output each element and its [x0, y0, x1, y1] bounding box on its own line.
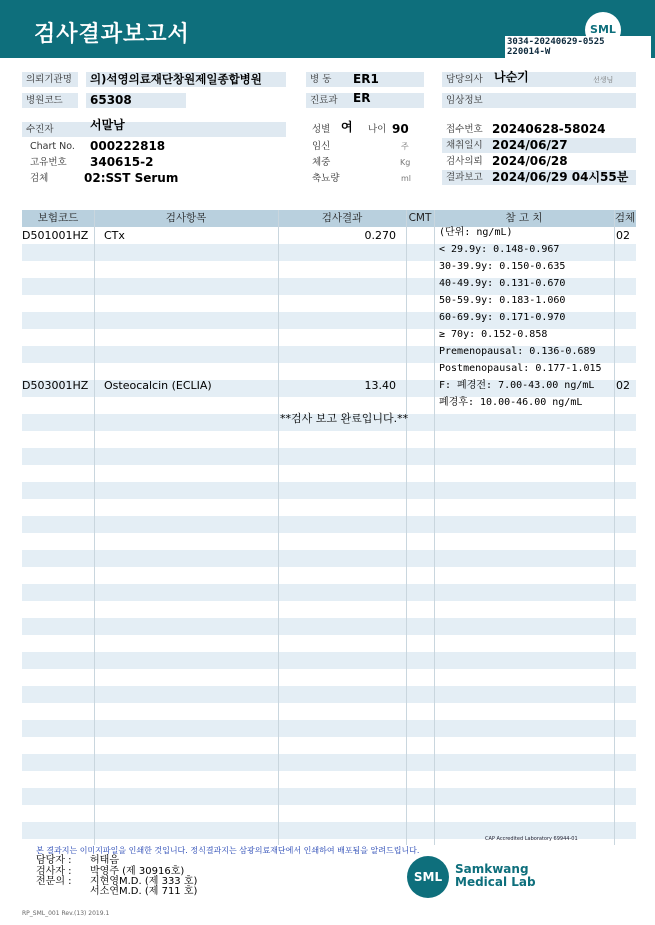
sml-logo-icon: SML	[585, 12, 621, 48]
name-label: 수진자	[22, 122, 286, 137]
id-label: 고유번호	[30, 157, 67, 168]
doctor-label: 담당의사	[442, 72, 636, 87]
signer-role: 전문의 :	[36, 876, 72, 887]
row-specimen: 02	[616, 379, 630, 392]
ward-value: ER1	[353, 72, 379, 86]
collect-value: 2024/06/27	[492, 138, 568, 152]
name-value: 서말남	[90, 118, 125, 132]
id-value: 340615-2	[90, 155, 154, 169]
header-result: 검사결과	[321, 212, 363, 224]
chart-value: 000222818	[90, 139, 166, 153]
institution-label: 의뢰기관명	[22, 72, 78, 87]
signer-name: 허태음	[90, 855, 119, 866]
ref-ctx-line: 40-49.9y: 0.131-0.670	[439, 278, 566, 289]
report-header	[0, 0, 655, 58]
report-value: 2024/06/29 04시55분	[492, 170, 629, 184]
ref-ctx-line: (단위: ng/mL)	[439, 227, 513, 238]
sex-label: 성별	[312, 124, 331, 135]
sex-value: 여	[341, 120, 353, 134]
notice-text: 본 결과지는 이미지파일을 인쇄한 것입니다. 정식결과지는 삼광의료재단에서 인쇄하여 배포됨을 알려드립니다.	[36, 846, 420, 855]
request-label: 검사의뢰	[446, 156, 483, 167]
hospital-code-label: 병원코드	[22, 93, 78, 108]
clinical-label: 임상정보	[442, 93, 636, 108]
ward-label: 병 동	[306, 72, 424, 87]
table-stripe	[22, 652, 636, 669]
report-label: 결과보고	[442, 170, 636, 185]
ref-ctx-line: 50-59.9y: 0.183-1.060	[439, 295, 566, 306]
weight-label: 체중	[312, 157, 331, 168]
row-result: 0.270	[364, 229, 396, 242]
receipt-value: 20240628-58024	[492, 122, 606, 136]
age-label: 나이	[368, 124, 387, 135]
table-stripe	[22, 550, 636, 567]
completion-note: **검사 보고 완료입니다.**	[280, 412, 409, 425]
signer-name: 박영주 (제 30916호)	[90, 866, 185, 877]
row-result: 13.40	[364, 379, 396, 392]
table-stripe	[22, 482, 636, 499]
report-title: 검사결과보고서	[34, 22, 190, 47]
signer-name: 지현영M.D. (제 333 호)	[90, 876, 198, 887]
row-item: CTx	[104, 229, 125, 242]
urine-unit: ml	[401, 174, 412, 183]
doctor-value: 나순기	[494, 70, 529, 84]
ref-ctx-line: 60-69.9y: 0.171-0.970	[439, 312, 566, 323]
request-value: 2024/06/28	[492, 154, 568, 168]
pregnancy-label: 임신	[312, 141, 331, 152]
ref-ctx-line: ≥ 70y: 0.152-0.858	[439, 329, 548, 340]
document-number: 3034-20240629-0525 220014-W	[505, 36, 651, 58]
signer-role: 담당자 :	[36, 855, 72, 866]
ref-ctx-line: Premenopausal: 0.136-0.689	[439, 346, 596, 357]
table-stripe	[22, 686, 636, 703]
weight-unit: Kg	[400, 158, 411, 167]
table-stripe	[22, 754, 636, 771]
header-specimen: 검체	[614, 212, 636, 224]
header-insurance-code: 보험코드	[37, 212, 79, 224]
sml-footer-logo-icon: SML	[407, 856, 449, 898]
specimen-value: 02:SST Serum	[84, 171, 179, 185]
table-stripe	[22, 720, 636, 737]
table-stripe	[22, 618, 636, 635]
company-line1: Samkwang	[455, 862, 529, 876]
doctor-suffix: 선생님	[593, 76, 614, 84]
collect-label: 채취일시	[442, 138, 636, 153]
ref-ctx-line: < 29.9y: 0.148-0.967	[439, 244, 560, 255]
ref-ctx-line: Postmenopausal: 0.177-1.015	[439, 363, 602, 374]
hospital-code-value: 65308	[90, 93, 132, 107]
table-header	[22, 210, 636, 227]
ref-ctx-line: 30-39.9y: 0.150-0.635	[439, 261, 566, 272]
company-name	[455, 863, 536, 889]
table-stripe	[22, 516, 636, 533]
chart-label: Chart No.	[30, 141, 75, 152]
institution-value: 의)석영의료재단창원제일종합병원	[90, 72, 262, 86]
signer-name: 서소연M.D. (제 711 호)	[90, 886, 198, 897]
results-table	[22, 210, 636, 845]
table-stripe	[22, 584, 636, 601]
row-specimen: 02	[616, 229, 630, 242]
table-stripe	[22, 788, 636, 805]
receipt-label: 접수번호	[446, 124, 483, 135]
age-value: 90	[392, 122, 409, 136]
ref-osteo-line: 폐경후: 10.00-46.00 ng/mL	[439, 397, 583, 408]
company-line2: Medical Lab	[455, 875, 536, 889]
form-number: RP_SML_001 Rev.(13) 2019.1	[22, 910, 110, 917]
header-reference: 참 고 치	[505, 212, 543, 224]
row-code: D501001HZ	[22, 229, 89, 242]
row-item: Osteocalcin (ECLIA)	[104, 379, 212, 392]
ref-osteo-line: F: 폐경전: 7.00-43.00 ng/mL	[439, 380, 595, 391]
urine-label: 축뇨량	[312, 173, 340, 184]
header-test-item: 검사항목	[165, 212, 207, 224]
row-code: D503001HZ	[22, 379, 89, 392]
specimen-label: 검체	[30, 173, 49, 184]
dept-label: 진료과	[306, 93, 424, 108]
cap-note: CAP Accredited Laboratory 69944-01	[485, 836, 578, 842]
header-cmt: CMT	[408, 212, 432, 224]
dept-value: ER	[353, 91, 371, 105]
pregnancy-unit: 주	[401, 142, 409, 151]
signer-role: 검사자 :	[36, 866, 72, 877]
table-stripe	[22, 448, 636, 465]
